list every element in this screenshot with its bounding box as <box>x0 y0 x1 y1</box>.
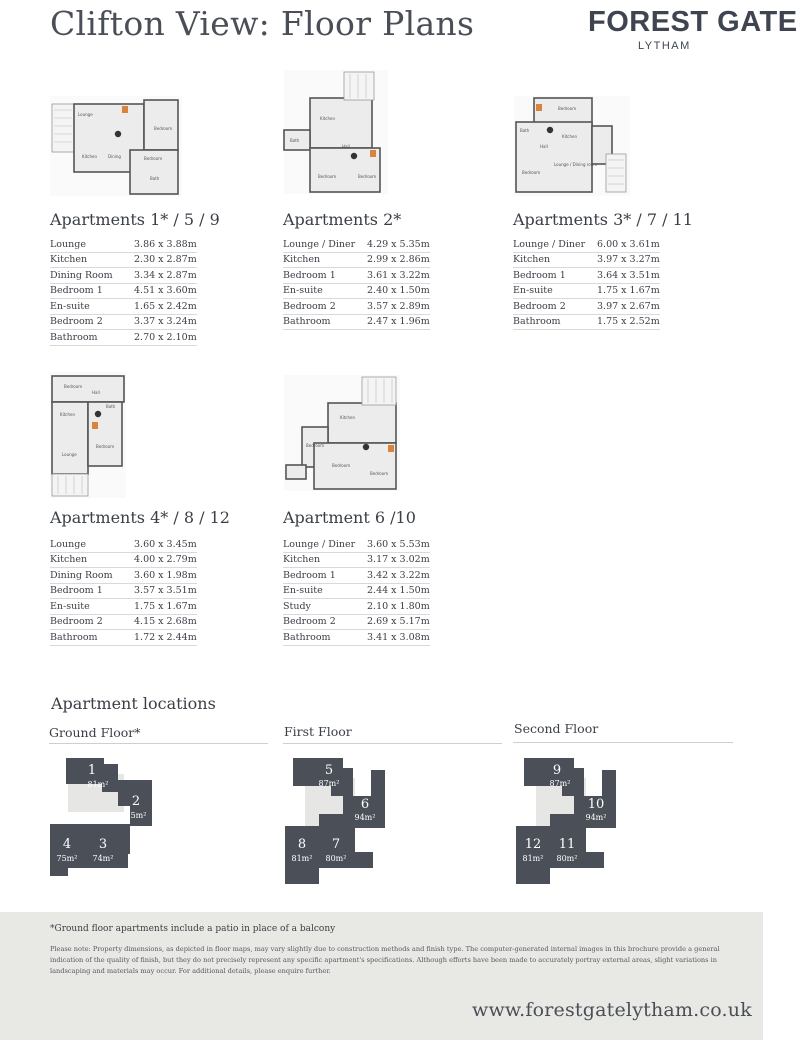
second-floor-block-plan <box>514 756 622 880</box>
room-dimensions-table <box>50 537 197 646</box>
room-name: Kitchen <box>283 552 367 568</box>
room-name: Lounge <box>50 537 134 552</box>
unit-area: 94m² <box>354 813 376 822</box>
room-dims: 1.75 x 2.52m <box>597 314 660 330</box>
room-name: Dining Room <box>50 268 134 284</box>
plan-label: Dining <box>108 154 121 159</box>
plan-label: Bedroom <box>558 106 577 111</box>
plan-label: Bedroom <box>96 444 115 449</box>
table-row <box>50 268 197 284</box>
unit-number: 6 <box>360 797 370 812</box>
plan-label: Bedroom <box>358 174 377 179</box>
table-row <box>283 583 430 599</box>
plan-label: Bath <box>106 404 116 409</box>
plan-label: Bath <box>150 176 160 181</box>
patio-footnote: *Ground floor apartments include a patio in place of a balcony <box>50 924 336 934</box>
table-row <box>50 568 197 584</box>
plan-label: Kitchen <box>340 415 356 420</box>
room-name: Bathroom <box>50 330 134 346</box>
unit-area: 80m² <box>325 854 347 863</box>
room-name: Bedroom 2 <box>513 299 597 315</box>
unit-number: 3 <box>98 837 108 852</box>
apartment-title: Apartment 6 /10 <box>283 508 416 527</box>
disclaimer-text: Please note: Property dimensions, as depicted in floor maps, may vary slightly due to construction methods and finish type. The computer-generated internal images in this brochure provide a general indication of the quality of finish, but they do not precisely represent any specific apartment's specifications. Although efforts have been made to accurately portray external areas, slight variations in landscaping and materials may occur. For additional details, please enquire further. <box>50 945 720 975</box>
table-row <box>50 552 197 568</box>
unit-area: 94m² <box>585 813 607 822</box>
table-row <box>513 283 660 299</box>
room-name: Kitchen <box>50 252 134 268</box>
plan-label: Hall <box>342 144 350 149</box>
table-row <box>283 283 430 299</box>
room-name: Bathroom <box>513 314 597 330</box>
room-dims: 4.15 x 2.68m <box>134 614 197 630</box>
plan-label: Bedroom <box>522 170 541 175</box>
room-name: Bedroom 1 <box>283 568 367 584</box>
room-name: Bedroom 2 <box>283 299 367 315</box>
room-dims: 1.75 x 1.67m <box>597 283 660 299</box>
table-row <box>283 568 430 584</box>
room-dims: 1.65 x 2.42m <box>134 299 197 315</box>
brand-location: LYTHAM <box>638 40 691 52</box>
room-dimensions-table <box>283 237 430 330</box>
room-dims: 3.97 x 3.27m <box>597 252 660 268</box>
unit-number: 1 <box>87 763 97 778</box>
room-dims: 3.61 x 3.22m <box>367 268 430 284</box>
unit-number: 9 <box>552 763 562 778</box>
floor-plan-apartment-4 <box>50 372 126 498</box>
floor-plan-apartment-1 <box>50 96 182 196</box>
room-name: Bathroom <box>50 630 134 646</box>
table-row <box>283 599 430 615</box>
room-dims: 4.29 x 5.35m <box>367 237 430 252</box>
table-row <box>50 252 197 268</box>
table-row <box>283 268 430 284</box>
plan-label: Kitchen <box>562 134 578 139</box>
table-row <box>283 314 430 330</box>
room-name: Bedroom 2 <box>50 614 134 630</box>
plan-label: Hall <box>92 390 100 395</box>
divider <box>283 743 502 744</box>
unit-number: 8 <box>297 837 307 852</box>
room-dims: 2.44 x 1.50m <box>367 583 430 599</box>
table-row <box>513 252 660 268</box>
plan-label: Lounge <box>78 112 93 117</box>
room-name: Bedroom 1 <box>50 583 134 599</box>
room-name: Bathroom <box>283 630 367 646</box>
plan-label: Bedroom <box>370 471 389 476</box>
table-row <box>283 614 430 630</box>
room-dims: 2.99 x 2.86m <box>367 252 430 268</box>
table-row <box>50 330 197 346</box>
room-dims: 2.47 x 1.96m <box>367 314 430 330</box>
unit-number: 4 <box>62 837 72 852</box>
unit-number: 11 <box>558 837 576 852</box>
table-row <box>50 614 197 630</box>
plan-label: Bedroom <box>154 126 173 131</box>
table-row <box>513 237 660 252</box>
floor-label-first: First Floor <box>284 724 352 739</box>
floor-plan-apartment-6 <box>284 375 400 491</box>
plan-label: Kitchen <box>60 412 76 417</box>
room-name: Bedroom 1 <box>513 268 597 284</box>
floor-label-ground: Ground Floor* <box>49 725 141 740</box>
floor-plan-apartment-3 <box>514 96 630 196</box>
unit-area: 87m² <box>318 779 340 788</box>
floor-plan-apartment-2 <box>284 70 388 194</box>
apartment-title: Apartments 4* / 8 / 12 <box>50 508 230 527</box>
room-dims: 3.37 x 3.24m <box>134 314 197 330</box>
room-name: Bathroom <box>283 314 367 330</box>
room-name: Bedroom 2 <box>283 614 367 630</box>
plan-label: Bath <box>290 138 300 143</box>
plan-label: Kitchen <box>320 116 336 121</box>
table-row <box>283 552 430 568</box>
unit-area: 81m² <box>87 780 109 789</box>
room-name: Bedroom 2 <box>50 314 134 330</box>
plan-label: Hall <box>540 144 548 149</box>
room-name: Study <box>283 599 367 615</box>
room-name: Lounge / Diner <box>283 237 367 252</box>
unit-area: 87m² <box>549 779 571 788</box>
table-row <box>50 299 197 315</box>
room-name: Kitchen <box>50 552 134 568</box>
room-dims: 3.34 x 2.87m <box>134 268 197 284</box>
room-name: Lounge <box>50 237 134 252</box>
room-dims: 4.00 x 2.79m <box>134 552 197 568</box>
apartment-title: Apartments 2* <box>283 210 402 229</box>
plan-label: Kitchen <box>82 154 98 159</box>
room-dims: 3.86 x 3.88m <box>134 237 197 252</box>
divider <box>513 742 733 743</box>
room-name: Kitchen <box>283 252 367 268</box>
table-row <box>283 237 430 252</box>
room-name: Lounge / Diner <box>513 237 597 252</box>
apartment-title: Apartments 1* / 5 / 9 <box>50 210 220 229</box>
brand-logo: FOREST GATE <box>588 6 798 38</box>
room-dims: 3.64 x 3.51m <box>597 268 660 284</box>
room-dims: 2.69 x 5.17m <box>367 614 430 630</box>
room-dimensions-table <box>513 237 660 330</box>
room-dimensions-table <box>50 237 197 346</box>
unit-area: 81m² <box>291 854 313 863</box>
room-name: En-suite <box>50 599 134 615</box>
table-row <box>513 314 660 330</box>
table-row <box>50 237 197 252</box>
room-name: Kitchen <box>513 252 597 268</box>
room-dims: 2.40 x 1.50m <box>367 283 430 299</box>
room-name: En-suite <box>50 299 134 315</box>
room-dims: 3.97 x 2.67m <box>597 299 660 315</box>
table-row <box>50 314 197 330</box>
unit-area: 75m² <box>56 854 78 863</box>
room-dims: 3.41 x 3.08m <box>367 630 430 646</box>
room-dims: 2.10 x 1.80m <box>367 599 430 615</box>
unit-number: 5 <box>324 763 334 778</box>
unit-area: 81m² <box>522 854 544 863</box>
unit-area: 75m² <box>125 811 147 820</box>
unit-number: 2 <box>131 794 141 809</box>
divider <box>49 743 268 744</box>
ground-floor-block-plan <box>48 754 156 878</box>
unit-number: 12 <box>524 837 542 852</box>
room-dims: 6.00 x 3.61m <box>597 237 660 252</box>
room-name: En-suite <box>283 583 367 599</box>
unit-number: 7 <box>331 837 341 852</box>
unit-area: 74m² <box>92 854 114 863</box>
table-row <box>50 630 197 646</box>
room-dims: 3.60 x 3.45m <box>134 537 197 552</box>
table-row <box>513 268 660 284</box>
plan-label: Bedroom <box>318 174 337 179</box>
room-name: Bedroom 1 <box>283 268 367 284</box>
table-row <box>283 537 430 552</box>
room-dimensions-table <box>283 537 430 646</box>
room-dims: 1.72 x 2.44m <box>134 630 197 646</box>
table-row <box>50 583 197 599</box>
room-dims: 4.51 x 3.60m <box>134 283 197 299</box>
room-dims: 2.30 x 2.87m <box>134 252 197 268</box>
table-row <box>50 283 197 299</box>
plan-label: Bedroom <box>64 384 83 389</box>
table-row <box>513 299 660 315</box>
room-dims: 3.60 x 5.53m <box>367 537 430 552</box>
room-name: Dining Room <box>50 568 134 584</box>
locations-heading: Apartment locations <box>51 694 216 713</box>
room-dims: 3.42 x 3.22m <box>367 568 430 584</box>
table-row <box>50 599 197 615</box>
room-name: En-suite <box>283 283 367 299</box>
website-link[interactable]: www.forestgatelytham.co.uk <box>472 999 752 1021</box>
table-row <box>283 299 430 315</box>
table-row <box>283 630 430 646</box>
plan-label: Bedroom <box>144 156 163 161</box>
room-dims: 3.57 x 3.51m <box>134 583 197 599</box>
room-name: En-suite <box>513 283 597 299</box>
room-dims: 1.75 x 1.67m <box>134 599 197 615</box>
plan-label: Bedroom <box>306 443 325 448</box>
table-row <box>283 252 430 268</box>
table-row <box>50 537 197 552</box>
room-dims: 3.60 x 1.98m <box>134 568 197 584</box>
room-name: Lounge / Diner <box>283 537 367 552</box>
plan-label: Bath <box>520 128 530 133</box>
page-title: Clifton View: Floor Plans <box>50 4 475 43</box>
unit-area: 80m² <box>556 854 578 863</box>
unit-number: 10 <box>587 797 605 812</box>
room-dims: 3.57 x 2.89m <box>367 299 430 315</box>
apartment-title: Apartments 3* / 7 / 11 <box>513 210 693 229</box>
floor-label-second: Second Floor <box>514 721 599 736</box>
plan-label: Lounge <box>62 452 77 457</box>
plan-label: Lounge / Dining room <box>554 162 598 167</box>
room-dims: 3.17 x 3.02m <box>367 552 430 568</box>
plan-label: Bedroom <box>332 463 351 468</box>
room-name: Bedroom 1 <box>50 283 134 299</box>
room-dims: 2.70 x 2.10m <box>134 330 197 346</box>
first-floor-block-plan <box>283 756 391 880</box>
